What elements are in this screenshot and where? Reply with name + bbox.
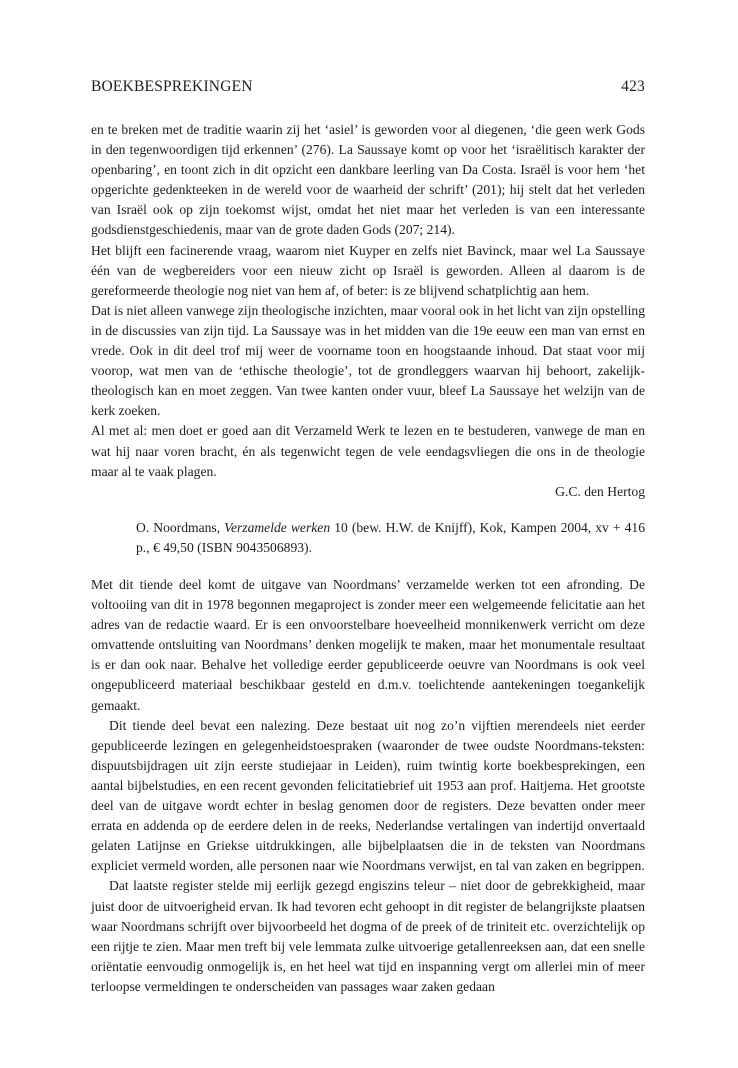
paragraph: Dat laatste register stelde mij eerlijk gezegd engiszins teleur – niet door de gebrekkigheid, maar juist door de uitvoerigheid ervan. Ik had tevoren echt gehoopt in dit register de belangrijkste plaatsen waar Noordmans schrijft over bijvoorbeeld het dogma of de preek of de triniteit etc. overzichtelijk op een rijtje te zien. Maar men treft bij vele lemmata zulke uitvoerige getallenreeksen aan, dat een snelle oriëntatie eenvoudig onmogelijk is, en het heel wat tijd en inspanning vergt om allerlei min of meer terloopse vermeldingen te onderscheiden van passages waar zaken gedaan bbox=[91, 878, 645, 994]
paragraph: Het blijft een facinerende vraag, waarom niet Kuyper en zelfs niet Bavinck, maar wel La Saussaye één van de wegbereiders voor een nieuw zicht op Israël is geworden. Alleen al daarom is de gereformeerde theologie nog niet van hem af, of beter: is ze blijvend schatplichtig aan hem. bbox=[91, 242, 645, 298]
running-title: BOEKBESPREKINGEN bbox=[91, 78, 253, 95]
review-body bbox=[91, 575, 645, 997]
paragraph: Dat is niet alleen vanwege zijn theologische inzichten, maar vooral ook in het licht van zijn opstelling in de discussies van zijn tijd. La Saussaye was in het midden van die 19e eeuw een man van ernst en vrede. Ook in dit deel trof mij weer de voorname toon en hoogstaande inhoud. Dat staat voor mij voorop, wat men van de ‘ethische theologie’, tot de grondleggers waarvan hij behoort, zakelijk-theologisch kan en moet zeggen. Van twee kanten onder vuur, bleef La Saussaye het welzijn van de kerk zoeken. bbox=[91, 302, 645, 419]
running-header bbox=[91, 78, 645, 100]
book-author: O. Noordmans, bbox=[136, 520, 221, 535]
bibliographic-entry bbox=[136, 518, 645, 558]
paragraph: en te breken met de traditie waarin zij het ‘asiel’ is geworden voor al diegenen, ‘die geen werk Gods in den tegenwoordigen tijd erkennen’ (276). La Saussaye komt op voor het ‘israëlitisch karakter der openbaring’, en toont zich in dit opzicht een dankbare leerling van Da Costa. Israël is voor hem ‘het opgerichte gedenkteeken in de wereld voor de waarheid der schrift’ (201); hij stelt dat het verleden van Israël ook op zijn toekomst wijst, omdat het niet maar het verleden is van een interessante godsdienstgeschiedenis, maar van de grote daden Gods (207; 214). bbox=[91, 122, 645, 238]
paragraph: Dit tiende deel bevat een nalezing. Deze bestaat uit nog zo’n vijftien merendeels niet eerder gepubliceerde lezingen en gelegenheidstoespraken (waaronder de twee oudste Noordmans-teksten: dispuutsbijdragen uit zijn eerste studiejaar in Leiden), ruim twintig korte boekbesprekingen, een aantal bijbelstudies, en een recent gevonden felicitatiebrief uit 1953 aan prof. Haitjema. Het grootste deel van de uitgave wordt echter in beslag genomen door de registers. Deze bevatten onder meer errata en addenda op de eerdere delen in de reeks, Nederlandse vertalingen van indertijd onvertaald gelaten Latijnse en Griekse uitdrukkingen, alle bijbelplaatsen die in de teksten van Noordmans expliciet vermeld worden, alle personen naar wie Noordmans verwijst, en tal van zaken en begrippen. bbox=[91, 717, 645, 874]
review-continuation bbox=[91, 120, 645, 502]
book-title: Verzamelde werken bbox=[224, 520, 331, 535]
book-details: 10 (bew. H.W. de Knijff), Kok, Kampen 2004, xv + 416 p., € 49,50 (ISBN 9043506893). bbox=[136, 520, 645, 556]
page-number: 423 bbox=[621, 78, 645, 95]
paragraph: Al met al: men doet er goed aan dit Verzameld Werk te lezen en te bestuderen, vanwege de man en wat hij naar voren bracht, én als tegenwicht tegen de vele eendagsvliegen die ons in de theologie maar al te vaak plagen. bbox=[91, 423, 645, 479]
reviewer-signature: G.C. den Hertog bbox=[555, 483, 645, 499]
paragraph: Met dit tiende deel komt de uitgave van Noordmans’ verzamelde werken tot een afronding. De voltooiing van dit in 1978 begonnen megaproject is zonder meer een welgemeende felicitatie aan het adres van de redactie waard. Er is een onvoorstelbare hoeveelheid monnikenwerk verricht om deze omvattende ontsluiting van Noordmans’ denken mogelijk te maken, maar het monumentale resultaat is er dan ook naar. Behalve het volledige eerder gepubliceerde oeuvre van Noordmans is ook veel ongepubliceerd materiaal beschikbaar gesteld en d.m.v. toelichtende aantekeningen toegankelijk gemaakt. bbox=[91, 577, 645, 713]
